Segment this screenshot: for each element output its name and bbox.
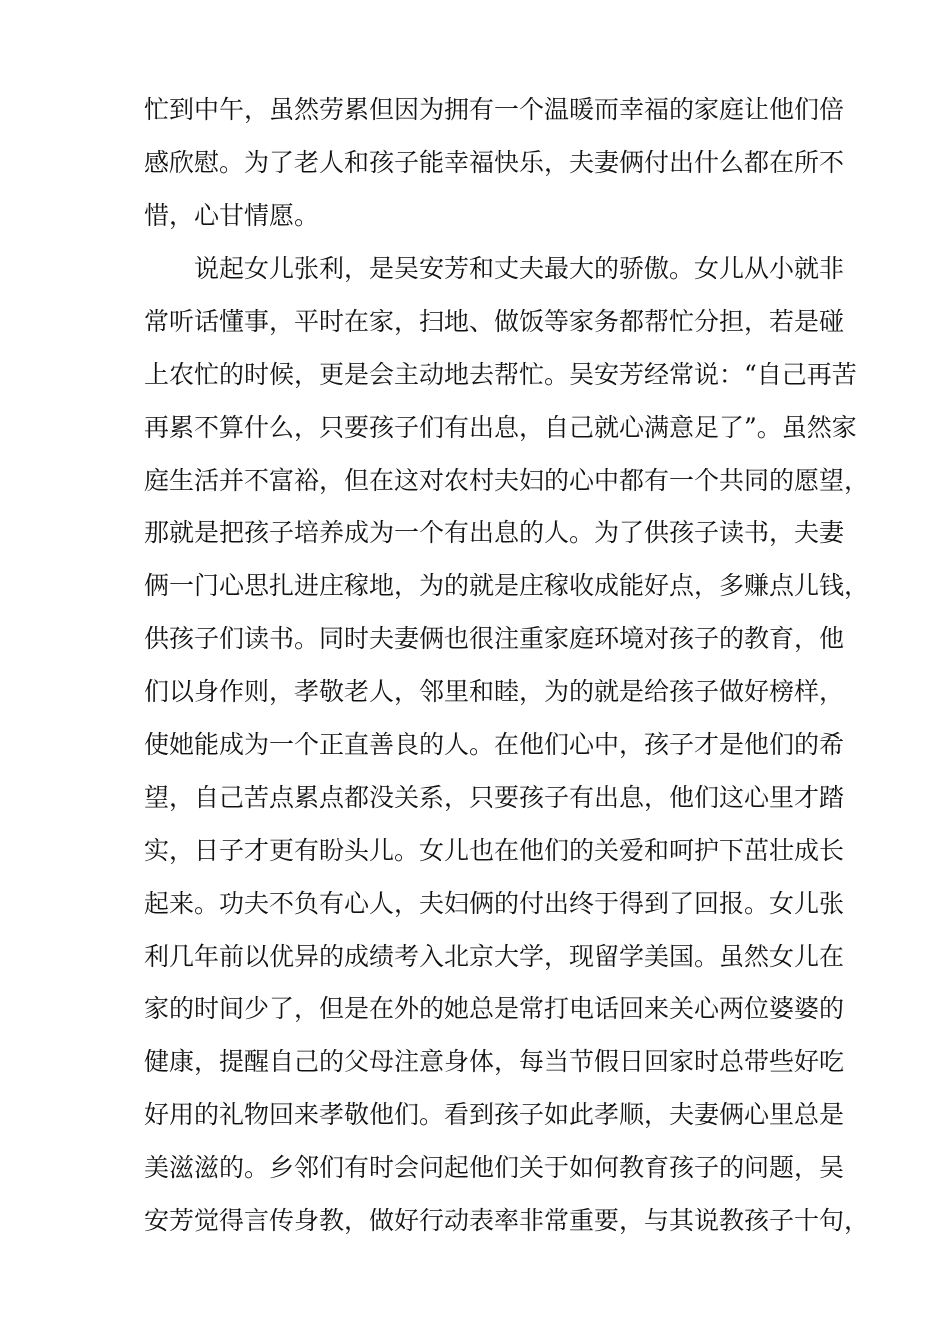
text-line: 好用的礼物回来孝敬他们。看到孩子如此孝顺，夫妻俩心里总是 (144, 1100, 845, 1130)
text-line: 利几年前以优异的成绩考入北京大学，现留学美国。虽然女儿在 (144, 941, 845, 971)
text-line: 感欣慰。为了老人和孩子能幸福快乐，夫妻俩付出什么都在所不 (144, 147, 845, 177)
text-line: 使她能成为一个正直善良的人。在他们心中，孩子才是他们的希 (144, 730, 845, 760)
text-line: 忙到中午，虽然劳累但因为拥有一个温暖而幸福的家庭让他们倍 (144, 95, 845, 124)
text-line: 望，自己苦点累点都没关系，只要孩子有出息，他们这心里才踏 (144, 782, 845, 812)
text-line: 安芳觉得言传身教，做好行动表率非常重要，与其说教孩子十句， (144, 1206, 870, 1236)
paragraph-daughter (144, 243, 870, 1248)
text-line: 供孩子们读书。同时夫妻俩也很注重家庭环境对孩子的教育，他 (144, 624, 845, 654)
text-line: 俩一门心思扎进庄稼地，为的就是庄稼收成能好点，多赚点儿钱， (144, 571, 870, 601)
text-line: 实，日子才更有盼头儿。女儿也在他们的关爱和呵护下茁壮成长 (144, 835, 845, 865)
text-line: 常听话懂事，平时在家，扫地、做饭等家务都帮忙分担，若是碰 (144, 306, 845, 336)
text-line: 们以身作则，孝敬老人，邻里和睦，为的就是给孩子做好榜样， (144, 677, 845, 707)
text-line: 那就是把孩子培养成为一个有出息的人。为了供孩子读书，夫妻 (144, 518, 845, 548)
text-line: 庭生活并不富裕，但在这对农村夫妇的心中都有一个共同的愿望， (144, 465, 870, 495)
text-line: 健康，提醒自己的父母注意身体，每当节假日回家时总带些好吃 (144, 1047, 845, 1077)
paragraph-continued (144, 84, 845, 243)
text-line: 上农忙的时候，更是会主动地去帮忙。吴安芳经常说：“自己再苦 (144, 359, 857, 389)
text-line: 惜，心甘情愿。 (144, 200, 320, 230)
text-line: 再累不算什么，只要孩子们有出息，自己就心满意足了”。虽然家 (144, 412, 857, 442)
text-line: 说起女儿张利，是吴安芳和丈夫最大的骄傲。女儿从小就非 (194, 254, 845, 283)
text-line: 起来。功夫不负有心人，夫妇俩的付出终于得到了回报。女儿张 (144, 888, 845, 918)
text-line: 家的时间少了，但是在外的她总是常打电话回来关心两位婆婆的 (144, 994, 845, 1024)
text-line: 美滋滋的。乡邻们有时会问起他们关于如何教育孩子的问题，吴 (144, 1153, 845, 1183)
